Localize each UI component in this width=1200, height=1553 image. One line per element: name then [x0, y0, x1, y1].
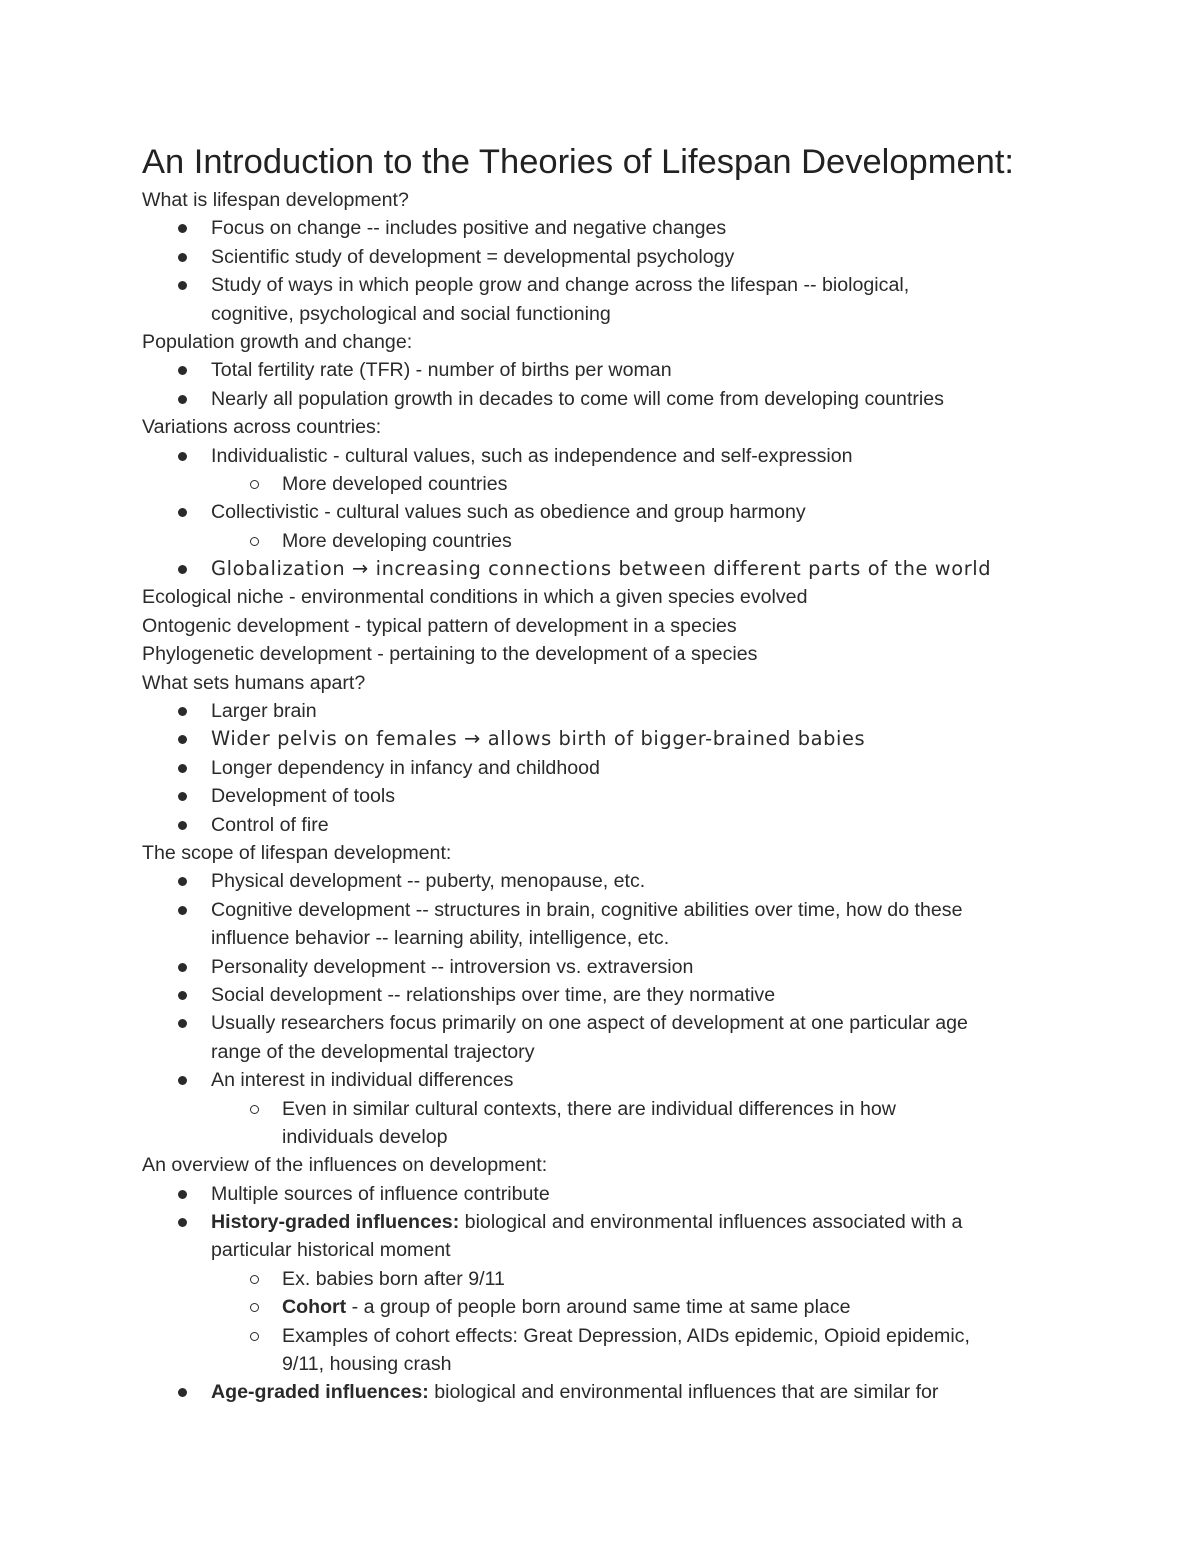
bullet-icon — [178, 877, 187, 886]
section-heading: What sets humans apart? — [142, 671, 366, 694]
bullet-item: An interest in individual differences — [142, 1066, 1152, 1094]
sub-bullet-item: Ex. babies born after 9/11 — [142, 1265, 1152, 1293]
document-body — [142, 186, 1152, 1407]
bullet-icon — [178, 963, 187, 972]
bullet-item: Collectivistic - cultural values such as obedience and group harmony — [142, 498, 1152, 526]
bullet-item: Development of tools — [142, 782, 1152, 810]
bullet-item: Total fertility rate (TFR) - number of births per woman — [142, 356, 1152, 384]
bullet-icon — [178, 991, 187, 1000]
bullet-item: History-graded influences: biological and environmental influences associated with a — [142, 1208, 1152, 1236]
hollow-bullet-icon — [250, 537, 259, 546]
sub-bullet-item: Even in similar cultural contexts, there are individual differences in how — [142, 1095, 1152, 1123]
section-heading: What is lifespan development? — [142, 189, 409, 211]
document-title: An Introduction to the Theories of Lifespan Development: — [142, 143, 1014, 181]
bullet-item: Physical development -- puberty, menopause, etc. — [142, 867, 1152, 895]
hollow-bullet-icon — [250, 1303, 259, 1312]
section-heading: An overview of the influences on development: — [142, 1154, 548, 1177]
bullet-icon — [178, 281, 187, 290]
bullet-icon — [178, 1218, 187, 1227]
section-heading: Variations across countries: — [142, 416, 382, 439]
sub-bullet-continuation: individuals develop — [282, 1125, 448, 1148]
term-label: Age-graded influences: — [211, 1381, 429, 1404]
bullet-item: Larger brain — [142, 697, 1152, 725]
bullet-icon — [178, 253, 187, 262]
bullet-item: Control of fire — [142, 811, 1152, 839]
bullet-icon — [178, 735, 187, 744]
definition-line: Ecological niche - environmental conditions in which a given species evolved — [142, 586, 808, 609]
bullet-item: Age-graded influences: biological and environmental influences that are similar for — [142, 1378, 1152, 1406]
sub-bullet-item: Examples of cohort effects: Great Depression, AIDs epidemic, Opioid epidemic, — [142, 1322, 1152, 1350]
bullet-item: Scientific study of development = developmental psychology — [142, 243, 1152, 271]
bullet-item: Study of ways in which people grow and change across the lifespan -- biological, — [142, 271, 1152, 299]
definition-line: Ontogenic development - typical pattern of development in a species — [142, 614, 737, 637]
bullet-icon — [178, 707, 187, 716]
bullet-item: Globalization → increasing connections between different parts of the world — [142, 555, 1152, 583]
bullet-icon — [178, 906, 187, 915]
bullet-item: Longer dependency in infancy and childhood — [142, 754, 1152, 782]
sub-bullet-continuation: 9/11, housing crash — [282, 1353, 452, 1376]
bullet-icon — [178, 452, 187, 461]
bullet-icon — [178, 792, 187, 801]
section-heading: The scope of lifespan development: — [142, 841, 452, 864]
bullet-item: Focus on change -- includes positive and negative changes — [142, 214, 1152, 242]
bullet-icon — [178, 1076, 187, 1085]
sub-bullet-item: More developing countries — [142, 527, 1152, 555]
term-label: History-graded influences: — [211, 1211, 460, 1234]
bullet-continuation: range of the developmental trajectory — [211, 1040, 535, 1063]
bullet-continuation: particular historical moment — [211, 1239, 451, 1262]
bullet-icon — [178, 1388, 187, 1397]
sub-bullet-item: More developed countries — [142, 470, 1152, 498]
bullet-continuation: influence behavior -- learning ability, intelligence, etc. — [211, 927, 670, 950]
bullet-item: Cognitive development -- structures in brain, cognitive abilities over time, how do these — [142, 896, 1152, 924]
bullet-icon — [178, 764, 187, 773]
bullet-icon — [178, 565, 187, 574]
bullet-icon — [178, 395, 187, 404]
bullet-icon — [178, 821, 187, 830]
hollow-bullet-icon — [250, 1332, 259, 1341]
bullet-item: Social development -- relationships over time, are they normative — [142, 981, 1152, 1009]
bullet-icon — [178, 508, 187, 517]
bullet-item: Multiple sources of influence contribute — [142, 1180, 1152, 1208]
bullet-item: Individualistic - cultural values, such as independence and self-expression — [142, 442, 1152, 470]
hollow-bullet-icon — [250, 1275, 259, 1284]
bullet-icon — [178, 1190, 187, 1199]
hollow-bullet-icon — [250, 1105, 259, 1114]
term-label: Cohort — [282, 1296, 347, 1319]
bullet-icon — [178, 366, 187, 375]
bullet-continuation: cognitive, psychological and social functioning — [211, 302, 611, 325]
bullet-item: Usually researchers focus primarily on one aspect of development at one particular age — [142, 1009, 1152, 1037]
bullet-item: Personality development -- introversion vs. extraversion — [142, 953, 1152, 981]
bullet-icon — [178, 224, 187, 233]
definition-line: Phylogenetic development - pertaining to the development of a species — [142, 643, 758, 666]
section-heading: Population growth and change: — [142, 330, 413, 353]
hollow-bullet-icon — [250, 480, 259, 489]
bullet-item: Nearly all population growth in decades to come will come from developing countries — [142, 385, 1152, 413]
bullet-item: Wider pelvis on females → allows birth of bigger-brained babies — [142, 725, 1152, 753]
bullet-icon — [178, 1019, 187, 1028]
sub-bullet-item: Cohort - a group of people born around same time at same place — [142, 1293, 1152, 1321]
